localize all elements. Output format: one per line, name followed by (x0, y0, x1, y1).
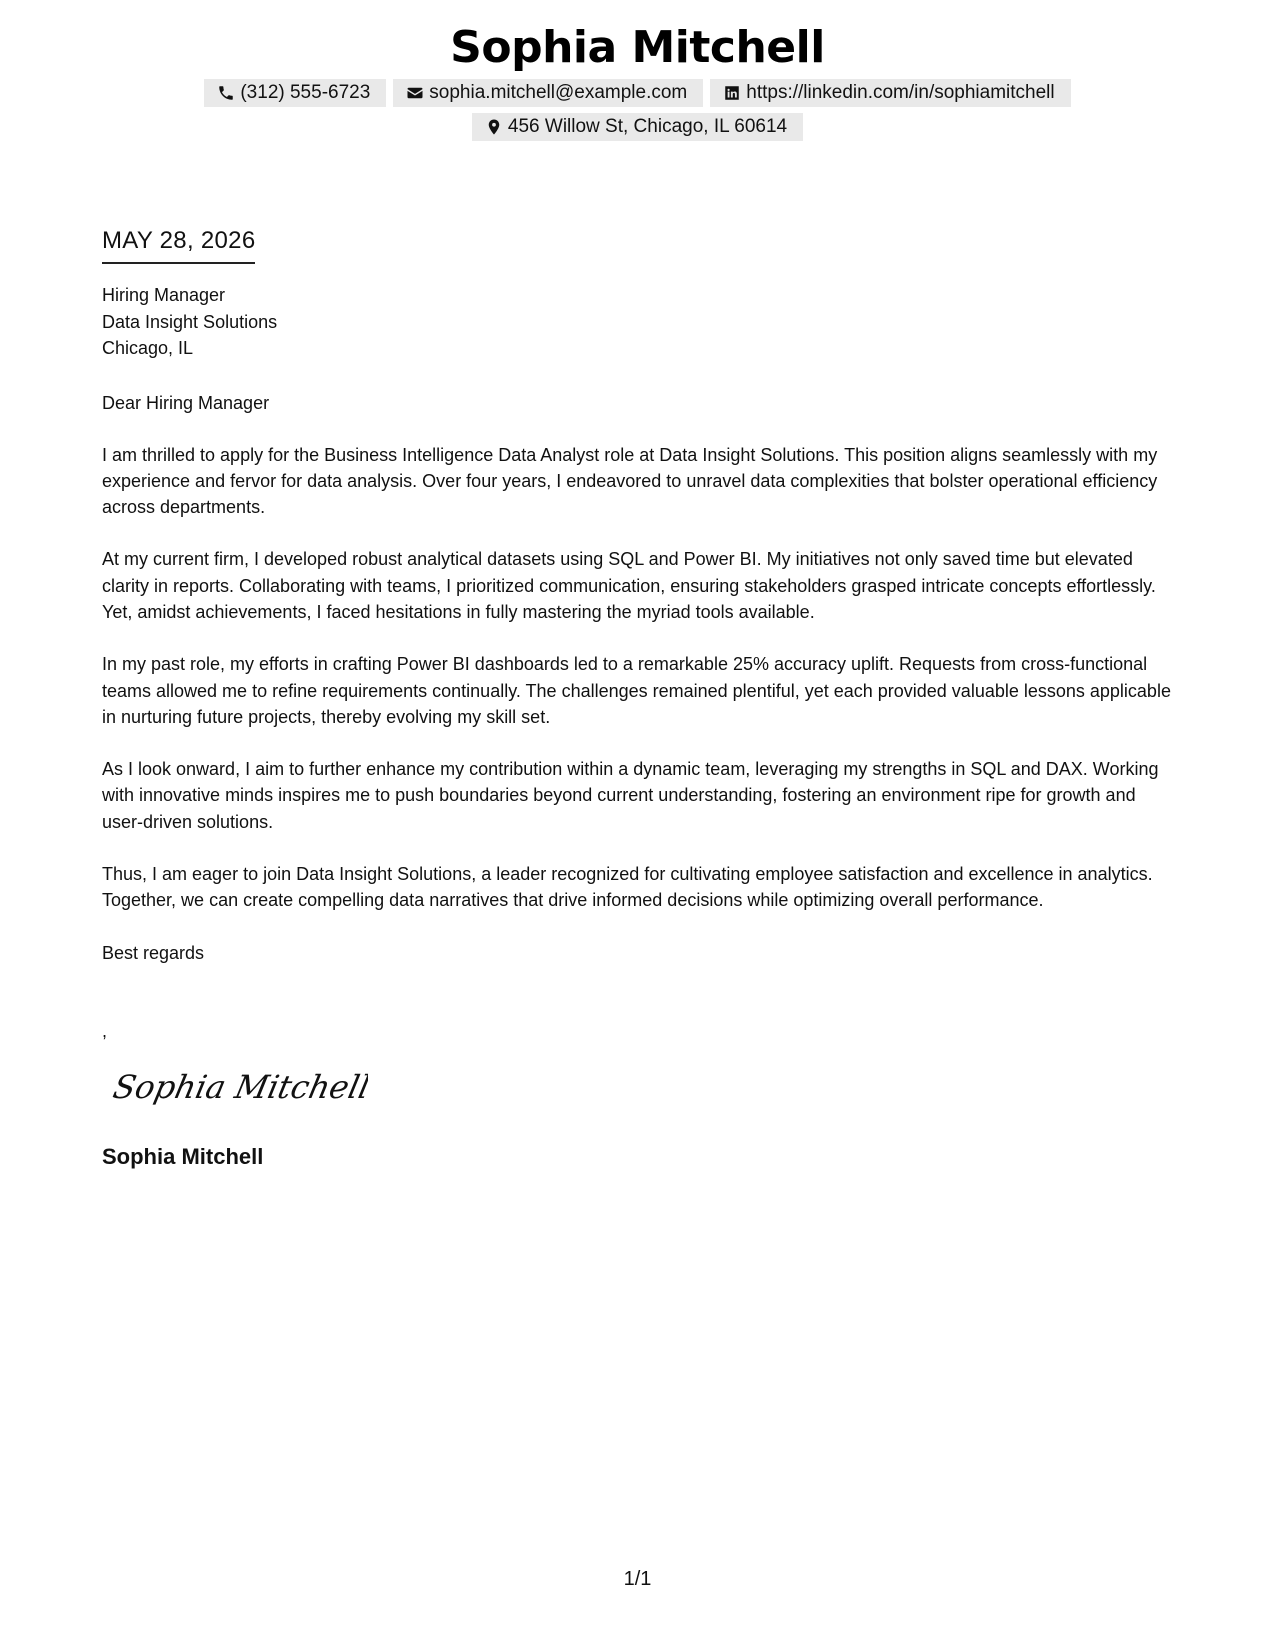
phone-icon (217, 84, 235, 102)
signer-name: Sophia Mitchell (102, 1143, 264, 1169)
paragraph-4: As I look onward, I aim to further enhance my contribution within a dynamic team, leveraging my strengths in SQL and DAX. Working with innovative minds inspires me to push boundaries beyond current understanding, fostering an environment ripe for growth and user-driven solutions. (102, 759, 1159, 832)
linkedin-chip[interactable] (710, 79, 1070, 107)
recipient-company: Data Insight Solutions (102, 311, 278, 332)
map-marker-icon (485, 118, 503, 136)
contact-row (0, 79, 1275, 107)
phone-chip (204, 79, 386, 107)
paragraph-1: I am thrilled to apply for the Business Intelligence Data Analyst role at Data Insight Solutions. This position aligns seamlessly with my experience and fervor for data analysis. Over four years, I endeavored to unravel data complexities that bolster operational efficiency across departments. (102, 444, 1158, 518)
paragraph-2: At my current firm, I developed robust analytical datasets using SQL and Power BI. My initiatives not only saved time but elevated clarity in reports. Collaborating with teams, I prioritized communication, ensuring stakeholders grasped intricate concepts effortlessly. Yet, amidst achievements, I faced hesitations in fully mastering the myriad tools available. (102, 549, 1156, 622)
letter-header (0, 22, 1275, 141)
recipient-location: Chicago, IL (102, 338, 194, 358)
closing: Best regards (102, 942, 205, 963)
email-chip[interactable] (393, 79, 703, 107)
paragraph-3: In my past role, my efforts in crafting Power BI dashboards led to a remarkable 25% accuracy uplift. Requests from cross-functional teams allowed me to refine requirements continually. The challenges remained plentiful, yet each provided valuable lessons applicable in nurturing future projects, thereby evolving my skill set. (102, 654, 1171, 727)
address-text: 456 Willow St, Chicago, IL 60614 (507, 116, 788, 137)
letter-date: MAY 28, 2026 (102, 226, 255, 264)
address-chip (472, 113, 803, 141)
salutation: Dear Hiring Manager (102, 392, 270, 413)
applicant-name: Sophia Mitchell (450, 22, 825, 73)
recipient-block (102, 282, 1172, 362)
paragraph-5: Thus, I am eager to join Data Insight Solutions, a leader recognized for cultivating employee satisfaction and excellence in analytics. Together, we can create compelling data narratives that drive informed decisions while optimizing overall performance. (102, 864, 1153, 911)
closing-comma: , (102, 1020, 108, 1041)
email-text: sophia.mitchell@example.com (429, 82, 688, 103)
signature-text: Sophia Mitchell (109, 1067, 368, 1106)
letter-body (102, 226, 1172, 1171)
handwritten-signature (108, 1058, 368, 1118)
recipient-title: Hiring Manager (102, 285, 226, 305)
phone-text: (312) 555-6723 (240, 82, 371, 103)
linkedin-icon (723, 84, 741, 102)
contact-row-address (0, 113, 1275, 141)
page-number: 1/1 (623, 1568, 652, 1590)
linkedin-text: https://linkedin.com/in/sophiamitchell (746, 82, 1055, 103)
envelope-icon (406, 84, 424, 102)
